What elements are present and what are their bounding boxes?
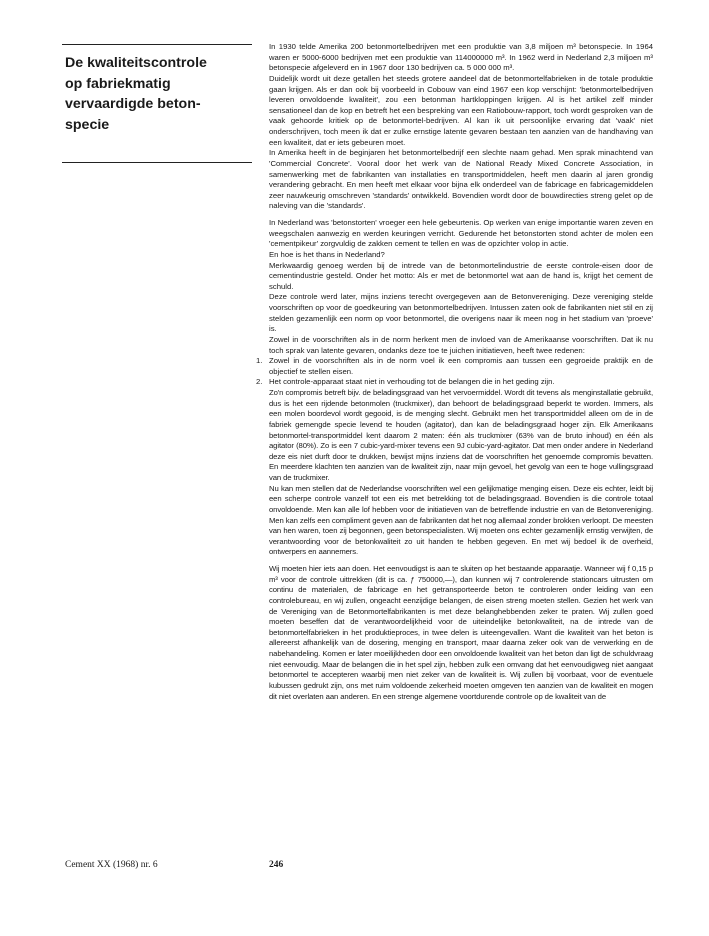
body-paragraph: En hoe is het thans in Nederland? — [269, 249, 385, 259]
body-paragraph: In 1930 telde Amerika 200 betonmortelbedrijven met een produktie van 3,8 miljoen m³ betonspecie. In 1964 waren er 5000-6000 bedrijven met een produktie van 114000000 m³. In 1962 werd in Nederland 2,3 miljoen m³ betonspecie afgeleverd en in 1967 door 130 bedrijven ca. 5 000 000 m³. — [269, 42, 653, 73]
body-paragraph: Merkwaardig genoeg werden bij de intrede van de betonmortelindustrie de eerste controle-eisen door de cementindustrie gesteld. Onder het motto: Als er met de betonmortel wat aan de hand is, krijgt het cement de schuld. — [269, 260, 653, 291]
reason-text: Het controle-apparaat staat niet in verhouding tot de belangen die in het geding zijn. — [269, 377, 555, 387]
body-paragraph: Nu kan men stellen dat de Nederlandse voorschriften wel een gelijkmatige menging eisen. Deze eis echter, leidt bij een scherpe controle vanzelf tot een eis met betrekking tot de beladingsgraad. Bovendien is die controle totaal onvoldoende. Men kan alle lof hebben voor de initiatieven van de betreffende industrie en van de Betonvereniging. Men kan zelfs een compliment geven aan de fabrikanten dat het nog allemaal zonder brokken verloopt. De meesten van hen waren, toen zij begonnen, geen betonspecialisten. Wij moeten ons echter gezamenlijk ernstig verwijten, de verantwoording voor de betonkwaliteit zo uit handen te hebben gegeven. En met wij bedoel ik de overheid, ontwerpers en aannemers. — [269, 483, 653, 557]
body-paragraph: Wij moeten hier iets aan doen. Het eenvoudigst is aan te sluiten op het bestaande apparaatje. Wanneer wij f 0,15 p m³ voor de controle uittrekken (dit is ca. ƒ 750000,—), dan kunnen wij 7 controlerende stationcars uitrusten om continu de materialen, de fabricage en het getransporteerde beton te controleren onder leiding van een controlebureau, en wij zullen, ongeacht eenzijdige belangen, de eisen streng moeten stellen. Gezien het werk van de Vereniging van de Betonmortelfabrikanten is met deze belanghebbenden zeker te praten. Wij zullen goed moeten beseffen dat de verantwoordelijkheid voor de uiteindelijke betonkwaliteit, na de intrede van de betonmortelfabrieken in het produktieproces, in twee delen is uiteengevallen. Want die kwaliteit van het beton is allereerst afhankelijk van de dosering, menging en transport, maar daarna zeker ook van de verwerking en de nabehandeling. Komen er later moeilijkheden door een onvoldoende kwaliteit van het beton dan ligt de schuldvraag niet eenvoudig. Maar de belangen die in het spel zijn, hebben zulk een omvang dat het eenvoudigweg niet aangaat betonmortel te accepteren waarbij men niet zeker van de kwaliteit is. Wij zullen bij voorbaat, voor de eventuele kubussen gedrukt zijn, ons met ruim voldoende zekerheid moeten omgeven ten aanzien van de kwaliteit en mogen dit niet overlaten aan anderen. En een strenge algemene voortdurende controle op de kwaliteit van de — [269, 564, 653, 701]
reason-item — [256, 356, 653, 377]
body-paragraph: Deze controle werd later, mijns inziens terecht overgegeven aan de Betonvereniging. Deze vereniging stelde voorschriften op voor de goedkeuring van betonmortelbedrijven. Intussen zaten ook de fabrikanten niet stil en zij stelden gezamenlijk een norm op voor betonmortel, die overigens naar ik meen nog in het stadium van 'proeve' is. — [269, 292, 653, 334]
reason-number: 2. — [256, 377, 263, 387]
title-line: specie — [65, 116, 110, 133]
reason-number: 1. — [256, 356, 263, 366]
article-title — [65, 53, 255, 135]
reason-text: Zowel in de voorschriften als in de norm voel ik een compromis aan tussen een gegroeide praktijk en de objectief te stellen eisen. — [269, 356, 653, 376]
body-paragraph: Zowel in de voorschriften als in de norm herkent men de invloed van de Amerikaanse voorschriften. Dat ik nu toch sprak van latente gevaren, ondanks deze toe te juichen initiatieven, heeft twee redenen: — [269, 334, 653, 355]
title-rule-top — [62, 44, 252, 45]
body-paragraph: In Nederland was 'betonstorten' vroeger een hele gebeurtenis. Op werken van enige importantie waren zeven en weegschalen aanwezig en werden keuringen verricht. Gedurende het betonstorten stond achter de molen een 'cementpikeur' zorgvuldig de zakken cement te tellen en was de opzichter volop in actie. — [269, 218, 653, 249]
page-number: 246 — [269, 860, 284, 870]
body-paragraph: Zo'n compromis betreft bijv. de beladingsgraad van het vervoermiddel. Wordt dit tevens als menginstallatie gebruikt, dus is het een rijdende betonmolen (truckmixer), dan behoort de beladingsgraad beperkt te worden. Immers, als een molen boordevol wordt gegooid, is de menging slecht. Gebruikt men het transportmiddel alleen om de in de fabriek gemengde specie levend te houden (agitator), dan kan de beladingsgraad hoger zijn. Elk Amerikaans betonmortel-transportmiddel kent daarom 2 maten: één als truckmixer (63% van de bruto inhoud) en één als agitator (80%). Zo is een 7 cubic-yard-mixer tevens een 9J cubic-yard-agitator. Dat men onder andere in Nederland deze eis niet durft door te drukken, bewijst mijns inziens dat de voorschriften het genoemde compromis bevatten. En meerdere klachten ten aanzien van de kwaliteit zijn, naar mijn gevoel, het gevolg van een te hoge vullingsgraad van de truckmixer. — [269, 388, 653, 482]
journal-citation: Cement XX (1968) nr. 6 — [65, 860, 158, 870]
title-rule-bottom — [62, 162, 252, 163]
article-body — [256, 42, 653, 702]
reason-item — [256, 377, 653, 388]
title-line: op fabriekmatig — [65, 75, 171, 92]
title-line: vervaardigde beton- — [65, 96, 201, 112]
title-line: De kwaliteitscontrole — [65, 55, 207, 71]
body-paragraph: In Amerika heeft in de beginjaren het betonmortelbedrijf een slechte naam gehad. Men sprak minachtend van 'Commercial Concrete'. Vooral door het werk van de National Ready Mixed Concrete Association, in samenwerking met de fabrikanten van installaties en transportmiddelen, heeft men daarin al jaren grondig verandering gebracht. En men heeft met elkaar voor bijna elk onderdeel van de fabricage en fabricagemiddelen zeer nauwkeurig omschreven 'standards' ontwikkeld. Bovendien wordt door de bouwdirecties streng gelet op de naleving van die 'standards'. — [269, 148, 653, 211]
body-paragraph: Duidelijk wordt uit deze getallen het steeds grotere aandeel dat de betonmortelfabrieken in de totale produktie gaan krijgen. Als er dan ook bij voorbeeld in Cobouw van eind 1967 een kop verschijnt: 'betonmortelbedrijven leveren onvoldoende kwaliteit', zou een betonman hartkloppingen krijgen. Al is het artikel zelf minder sensationeel dan de kop en betreft het een bespreking van een Ratiobouw-rapport, toch wordt gesproken van de vaak gehoorde kritiek op de betonmortel-bedrijven. Al kan ik uit persoonlijke ervaring dat 'vaak' niet onderschrijven, toch meen ik dat er zulke ernstige latente gevaren bestaan ten aanzien van de handhaving van een kwaliteit, dat er iets gebeuren moet. — [269, 73, 653, 147]
reasons-list — [256, 356, 653, 388]
